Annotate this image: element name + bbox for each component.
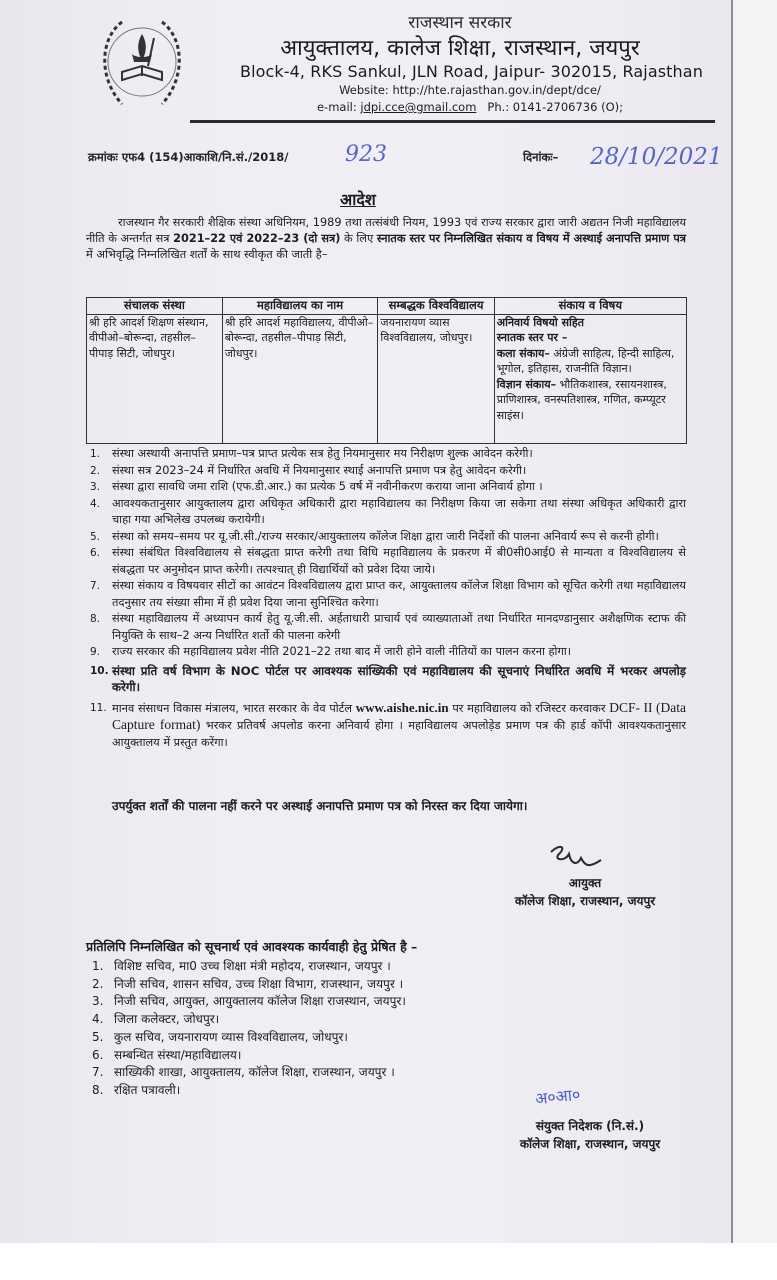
joint-director-signature-block xyxy=(480,1117,700,1153)
website-label: Website: xyxy=(339,83,393,97)
joint-director-office: कॉलेज शिक्षा, राजस्थान, जयपुर xyxy=(519,1137,661,1151)
condition-item xyxy=(86,611,686,644)
copy-recipient: सम्बन्धित संस्था/महाविद्यालय। xyxy=(114,1047,242,1062)
copy-to-item xyxy=(86,1029,406,1047)
col-header-university: सम्बद्धक विश्वविद्यालय xyxy=(378,298,494,315)
condition-text: पर महाविद्यालय को रजिस्टर करवाकर xyxy=(448,701,610,715)
condition-number: 4. xyxy=(90,497,101,510)
aishe-portal-link[interactable]: www.aishe.nic.in xyxy=(355,699,449,715)
closing-statement: उपर्युक्त शर्तों की पालना नहीं करने पर अस्थाई अनापत्ति प्रमाण पत्र को निरस्त कर दिया जायेगा। xyxy=(112,799,528,813)
condition-item xyxy=(86,463,686,480)
condition-item xyxy=(86,529,686,546)
condition-item xyxy=(86,644,686,661)
condition-number: 10. xyxy=(90,664,109,677)
copy-to-item xyxy=(86,993,406,1011)
condition-text: संस्था महाविद्यालय में अध्यापन कार्य हेतु यू.जी.सी. अर्हताधारी प्राचार्य एवं व्याख्याताओं तथा निर्धारित मानदण्डानुसार अशैक्षणिक स्टाफ की नियुक्ति के साथ–2 अन्य निर्धारित शर्तो की पालना करेगी xyxy=(112,612,686,642)
joint-director-designation: संयुक्त निदेशक (नि.सं.) xyxy=(535,1119,645,1133)
copy-to-item xyxy=(86,1064,406,1082)
condition-item xyxy=(86,700,686,752)
copy-number: 8. xyxy=(92,1082,104,1097)
office-name: आयुक्तालय, कालेज शिक्षा, राजस्थान, जयपुर xyxy=(280,36,640,61)
col-header-college: महाविद्यालय का नाम xyxy=(222,298,378,315)
science-subjects: भौतिकशास्त्र, रसायनशास्त्र, प्राणिशास्त्र, वनस्पतिशास्त्र, गणित, कम्प्यूटर साइंस। xyxy=(496,377,667,422)
condition-text: संस्था संकाय व विषयवार सीटों का आवंटन विश्वविद्यालय द्वारा प्राप्त कर, आयुक्तालय कॉलेज शिक्षा विभाग को सूचित करेगी तथा महाविद्यालय तदनुसार तय संख्या सीमा में ही प्रवेश दिया जाना सुनिश्चित करेगा। xyxy=(112,579,686,609)
copy-recipient: कुल सचिव, जयनारायण व्यास विश्वविद्यालय, जोधपुर। xyxy=(114,1029,348,1044)
faculty-heading-level: स्नातक स्तर पर – xyxy=(496,331,568,344)
cell-university: जयनारायण व्यास विश्वविद्यालय, जोधपुर। xyxy=(378,314,494,443)
condition-item xyxy=(86,663,686,696)
intro-sessions: 2021–22 एवं 2022–23 (दो सत्र) xyxy=(173,232,341,245)
faculty-heading-compulsory: अनिवार्य विषयो सहित xyxy=(496,315,584,329)
condition-text: संस्था सत्र 2023–24 में निर्धारित अवधि में नियमानुसार स्थाई अनापत्ति प्रमाण पत्र हेतु आवेदन करेगी। xyxy=(112,463,527,477)
cell-college: श्री हरि आदर्श महाविद्यालय, वीपीओ–बोरून्दा, तहसील–पीपाड़ सिटी, जोधपुर। xyxy=(222,314,378,443)
contact-line xyxy=(270,100,670,114)
copy-to-list xyxy=(86,958,406,1100)
condition-text: आवश्यकतानुसार आयुक्तालय द्वारा अधिकृत अधिकारी द्वारा महाविद्यालय का निरीक्षण किया जा सकेगा तथा संस्था अधिकृत अधिकारी द्वारा चाहा गया अभिलेख उपलब्ध करायेगी। xyxy=(112,496,686,526)
reference-number-label: क्रमांकः एफ4 (154)आकाशि/नि.सं./2018/ xyxy=(88,150,289,164)
copy-recipient: निजी सचिव, शासन सचिव, उच्च शिक्षा विभाग, राजस्थान, जयपुर । xyxy=(114,976,404,991)
copy-recipient: रक्षित पत्रावली। xyxy=(114,1082,181,1097)
condition-text: संस्था प्रति वर्ष विभाग के NOC पोर्टल पर आवश्यक सांख्यिकी एवं महाविद्यालय की सूचनाएं निर्धारित अवधि में भरकर अपलोड़ करेगी। xyxy=(112,663,686,694)
department-emblem-icon xyxy=(92,8,192,116)
copy-recipient: साख्यिकी शाखा, आयुक्तालय, कॉलेज शिक्षा, राजस्थान, जयपुर । xyxy=(114,1065,395,1080)
intro-text-2: के लिए xyxy=(340,232,377,245)
intro-paragraph xyxy=(86,215,686,263)
copy-to-item xyxy=(86,976,406,994)
arts-subjects: अंग्रेजी साहित्य, हिन्दी साहित्य, भूगोल, इतिहास, राजनीति विज्ञान। xyxy=(496,346,675,375)
government-name: राजस्थान सरकार xyxy=(408,13,512,33)
joint-director-signature: अ०आ० xyxy=(534,1084,582,1109)
condition-item xyxy=(86,578,686,611)
copy-number: 3. xyxy=(92,994,104,1009)
copy-to-item xyxy=(86,958,406,976)
copy-number: 7. xyxy=(92,1065,104,1080)
table-header-row xyxy=(87,298,687,315)
copy-to-item xyxy=(86,1047,406,1065)
condition-item xyxy=(86,496,686,529)
condition-number: 8. xyxy=(90,613,101,625)
cell-faculty xyxy=(494,314,686,443)
copy-to-heading: प्रतिलिपि निम्नलिखित को सूचनार्थ एवं आवश्यक कार्यवाही हेतु प्रेषित है – xyxy=(86,939,418,954)
commissioner-designation: आयुक्त xyxy=(568,876,602,890)
date-label: दिनांकः– xyxy=(523,150,559,164)
commissioner-office: कॉलेज शिक्षा, राजस्थान, जयपुर xyxy=(514,894,656,908)
commissioner-signature-block xyxy=(480,874,690,910)
page-fold-line xyxy=(731,0,733,1243)
email-link[interactable]: jdpi.cce@gmail.com xyxy=(360,100,477,114)
condition-number: 5. xyxy=(90,530,101,543)
arts-label: कला संकाय– xyxy=(496,346,550,360)
phone-number: Ph.: 0141-2706736 (O); xyxy=(487,100,623,114)
copy-recipient: विशिष्ट सचिव, मा0 उच्च शिक्षा मंत्री महोदय, राजस्थान, जयपुर । xyxy=(114,959,391,973)
condition-text: मानव संसाधन विकास मंत्रालय, भारत सरकार के वेव पोर्टल xyxy=(112,701,356,715)
intro-text-3: में अभिवृद्धि निम्नलिखित शर्तों के साथ स्वीकृत की जाती है– xyxy=(86,248,328,261)
cell-society: श्री हरि आदर्श शिक्षण संस्थान, वीपीओ–बोरून्दा, तहसील–पीपाड़ सिटी, जोधपुर। xyxy=(87,314,223,443)
condition-number: 1. xyxy=(90,448,101,460)
commissioner-signature-icon xyxy=(545,842,605,874)
condition-text: राज्य सरकार की महाविद्यालय प्रवेश नीति 2021–22 तथा बाद में जारी होने वाली नीतियों का पालन करना होगा। xyxy=(112,645,572,658)
intro-certificate: स्नातक स्तर पर निम्नलिखित संकाय व विषय में अस्थाई अनापत्ति प्रमाण पत्र xyxy=(376,232,686,245)
condition-text: संस्था द्वारा सावधि जमा राशि (एफ.डी.आर.) का प्रत्येक 5 वर्ष में नवीनीकरण कराया जाना अनिवार्य होगा । xyxy=(112,480,543,493)
website-link[interactable]: http://hte.rajasthan.gov.in/dept/dce/ xyxy=(392,83,601,97)
copy-recipient: जिला कलेक्टर, जोधपुर। xyxy=(114,1012,220,1027)
condition-number: 2. xyxy=(90,464,101,477)
copy-number: 6. xyxy=(92,1047,104,1062)
copy-number: 4. xyxy=(92,1012,104,1027)
approval-table xyxy=(86,297,687,444)
condition-number: 9. xyxy=(90,646,101,658)
order-title: आदेश xyxy=(340,190,376,209)
col-header-society: संचालक संस्था xyxy=(87,298,223,315)
condition-number: 3. xyxy=(90,481,101,493)
copy-to-item xyxy=(86,1011,406,1029)
condition-item xyxy=(86,446,686,463)
copy-number: 5. xyxy=(92,1029,104,1044)
science-faculty xyxy=(497,377,684,424)
page-edge xyxy=(733,0,777,1243)
copy-number: 1. xyxy=(92,959,104,973)
table-row xyxy=(87,314,687,443)
condition-text: संस्था अस्थायी अनापत्ति प्रमाण–पत्र प्राप्त प्रत्येक सत्र हेतु नियमानुसार मय निरीक्षण शुल्क आवेदन करेगी। xyxy=(112,447,533,460)
email-label: e-mail: xyxy=(316,100,361,114)
condition-text: संस्था संबंधित विश्वविद्यालय से संबद्धता प्राप्त करेगी तथा विधि महाविद्यालय के प्रकरण में बी0सी0आई0 से मान्यता व विश्वविद्यालय से संबद्धता पर अनुमोदन प्राप्त करेगी। तत्पश्चात् ही विद्यार्थियों को प्रवेश दिया जाये। xyxy=(112,546,686,576)
condition-item xyxy=(86,479,686,496)
handwritten-reference-number: 923 xyxy=(345,142,387,167)
website-line xyxy=(270,83,670,97)
col-header-faculty: संकाय व विषय xyxy=(494,298,686,315)
science-label: विज्ञान संकाय– xyxy=(496,377,557,391)
copy-to-item xyxy=(86,1082,406,1100)
header-divider xyxy=(190,120,715,123)
condition-text: संस्था को समय–समय पर यू.जी.सी./राज्य सरकार/आयुक्तालय कॉलेज शिक्षा द्वारा जारी निर्देशों की पालना अनिवार्य रूप से करनी होगी। xyxy=(112,529,659,543)
conditions-list xyxy=(86,446,686,751)
handwritten-date: 28/10/2021 xyxy=(590,144,723,170)
condition-number: 6. xyxy=(90,547,101,559)
arts-faculty xyxy=(497,346,684,377)
condition-item xyxy=(86,545,686,578)
copy-recipient: निजी सचिव, आयुक्त, आयुक्तालय कॉलेज शिक्षा राजस्थान, जयपुर। xyxy=(114,994,406,1009)
condition-text: भरकर प्रतिवर्ष अपलोड करना अनिवार्य होगा । महाविद्यालय अपलोड़ेड प्रमाण पत्र की हार्ड कॉपी आवश्यकतानुसार आयुक्तालय में प्रस्तुत करेंगा। xyxy=(112,719,687,749)
condition-number: 7. xyxy=(90,580,101,592)
intro-text-1: राजस्थान गैर सरकारी शैक्षिक संस्था अधिनियम, 1989 तथा तत्संबंधी नियम, 1993 एवं राज्य सरकार द्वारा जारी अद्यतन निजी महाविद्यालय नीति के अन्तर्गत सत्र xyxy=(86,216,686,245)
dcf-format-name: DCF- II (Data Capture format) xyxy=(112,699,686,732)
copy-number: 2. xyxy=(92,976,104,991)
office-address: Block-4, RKS Sankul, JLN Road, Jaipur- 302015, Rajasthan xyxy=(240,62,703,81)
condition-number: 11. xyxy=(90,701,107,714)
